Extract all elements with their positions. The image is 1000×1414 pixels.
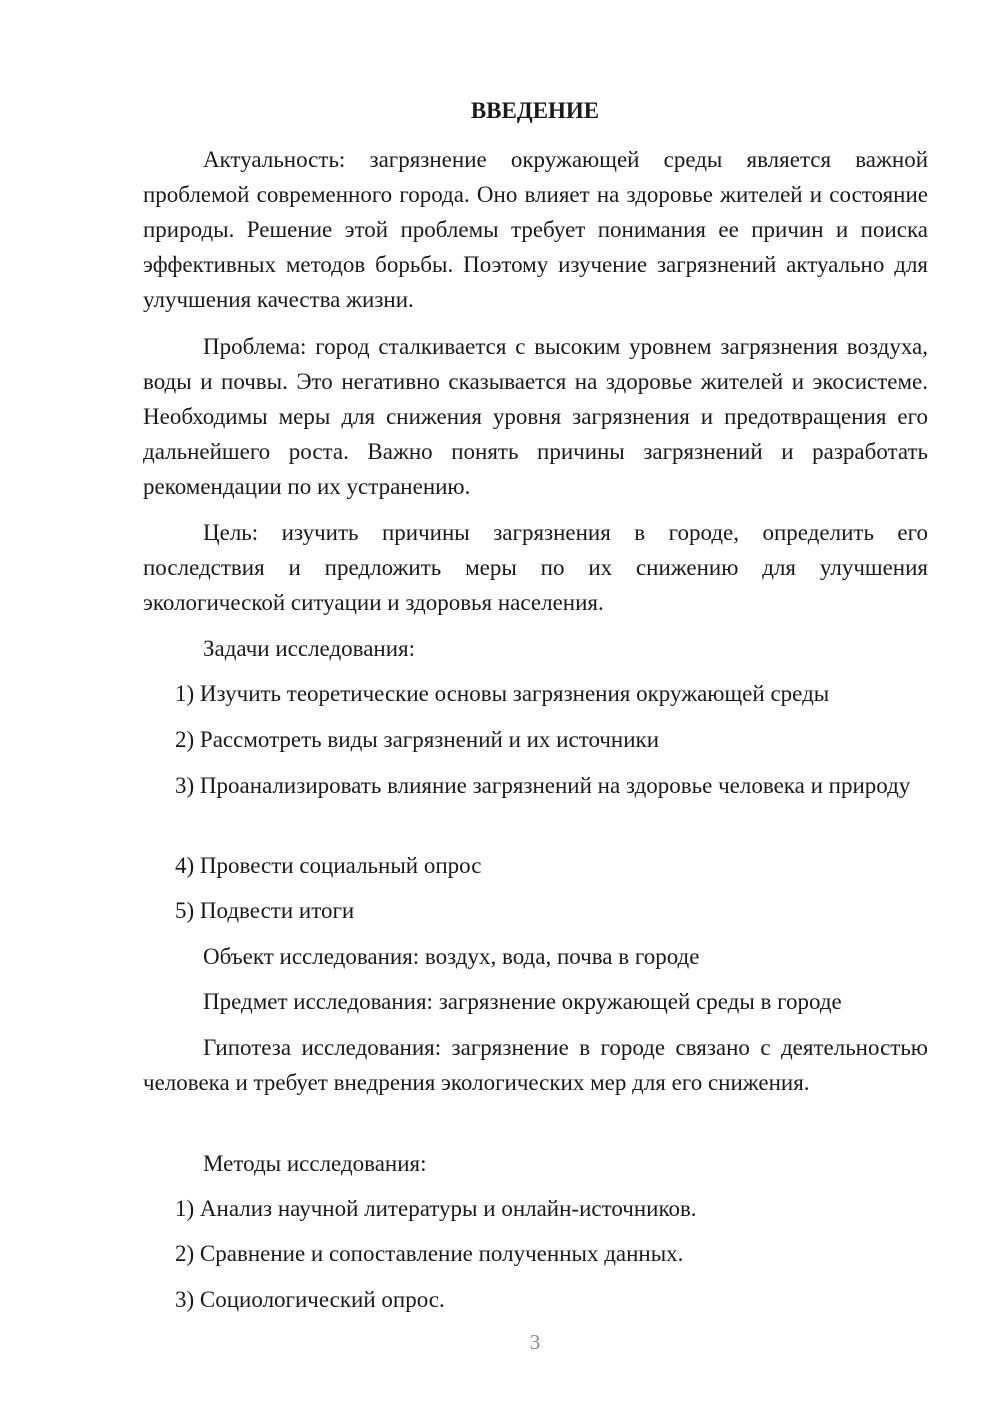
- page-title: ВВЕДЕНИЕ: [470, 98, 600, 123]
- relevance-paragraph: Актуальность: загрязнение окружающей среды является важной проблемой современного города. Оно влияет на здоровье жителей и состояние природы. Решение этой проблемы требует понимания ее причин и поиска эффективных методов борьбы. Поэтому изучение загрязнений актуально для улучшения качества жизни.: [143, 147, 928, 312]
- problem-paragraph: Проблема: город сталкивается с высоким уровнем загрязнения воздуха, воды и почвы. Это негативно сказывается на здоровье жителей и экосистеме. Необходимы меры для снижения уровня загрязнения и предотвращения его дальнейшего роста. Важно понять причины загрязнений и разработать рекомендации по их устранению.: [143, 334, 928, 499]
- task-item-4: 4) Провести социальный опрос: [175, 853, 482, 878]
- method-item-2: 2) Сравнение и сопоставление полученных данных.: [175, 1241, 684, 1266]
- task-item-2: 2) Рассмотреть виды загрязнений и их источники: [175, 727, 660, 752]
- research-subject: Предмет исследования: загрязнение окружающей среды в городе: [203, 989, 842, 1014]
- method-item-1: 1) Анализ научной литературы и онлайн-источников.: [175, 1196, 697, 1221]
- goal-paragraph: Цель: изучить причины загрязнения в городе, определить его последствия и предложить меры по их снижению для улучшения экологической ситуации и здоровья населения.: [143, 520, 928, 615]
- task-item-5: 5) Подвести итоги: [175, 898, 355, 923]
- research-hypothesis: Гипотеза исследования: загрязнение в городе связано с деятельностью человека и требует внедрения экологических мер для его снижения.: [143, 1035, 928, 1095]
- task-item-1: 1) Изучить теоретические основы загрязнения окружающей среды: [175, 681, 830, 706]
- tasks-heading: Задачи исследования:: [203, 636, 416, 661]
- task-item-3: 3) Проанализировать влияние загрязнений на здоровье человека и природу: [175, 773, 911, 798]
- method-item-3: 3) Социологический опрос.: [175, 1287, 445, 1312]
- methods-heading: Методы исследования:: [203, 1151, 427, 1176]
- research-object: Объект исследования: воздух, вода, почва в городе: [203, 944, 700, 969]
- page-number: 3: [529, 1330, 541, 1354]
